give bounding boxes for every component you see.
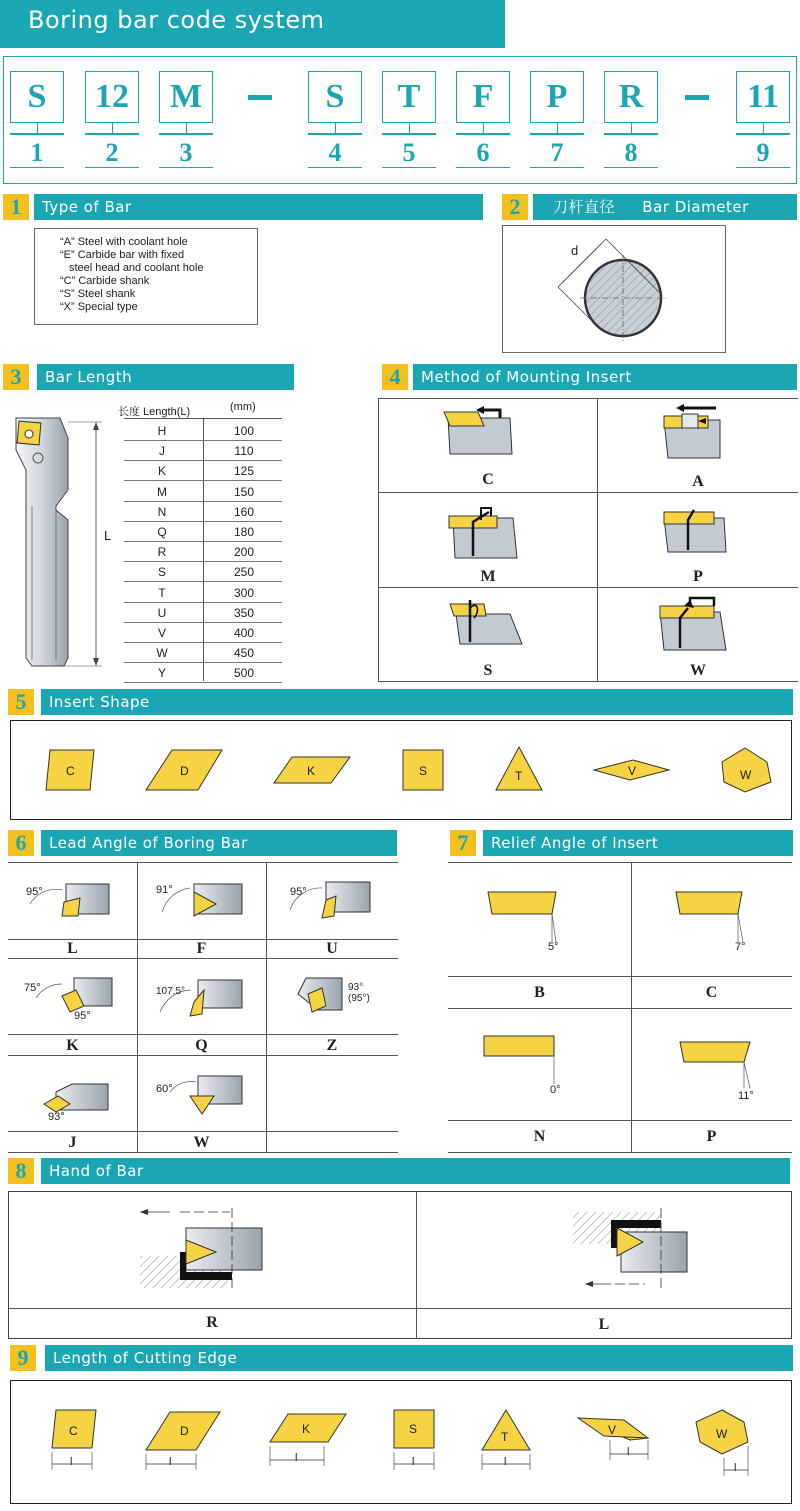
- cutting-edge-shape-label: C: [69, 1424, 78, 1438]
- code-letter-7: P: [530, 71, 584, 123]
- lead-angle-value: (95°): [348, 993, 370, 1004]
- code-rule: [530, 133, 584, 135]
- length-table-row: [124, 502, 282, 522]
- grid-line: [448, 1120, 792, 1121]
- grid-line: [448, 1152, 792, 1153]
- section-title: Hand of Bar: [41, 1158, 790, 1184]
- length-mm: 150: [233, 484, 255, 499]
- lead-angle-label: Q: [195, 1037, 208, 1054]
- code-rule: [308, 167, 362, 168]
- bar-type-item: “S” Steel shank: [60, 288, 136, 300]
- length-code: K: [157, 464, 166, 479]
- insert-shape-label: C: [66, 764, 75, 778]
- code-rule: [456, 167, 510, 168]
- code-stem: [763, 123, 764, 133]
- code-rule: [308, 133, 362, 135]
- length-table-row: [124, 603, 282, 623]
- length-table-row: [124, 583, 282, 603]
- code-position-6: 6: [476, 138, 490, 167]
- grid-line: [378, 398, 379, 682]
- length-table-row: [124, 663, 282, 683]
- length-mm: 250: [233, 565, 255, 580]
- code-position-4: 4: [328, 138, 342, 167]
- code-rule: [382, 133, 436, 135]
- cutting-edge-figures: [0, 1380, 800, 1504]
- mounting-a-figure: [660, 404, 740, 464]
- length-col-mm-header: (mm): [230, 401, 256, 413]
- relief-angle-value: 0°: [550, 1084, 561, 1096]
- lead-angle-label: J: [68, 1134, 77, 1151]
- code-rule: [85, 133, 139, 135]
- section-number: 2: [502, 194, 528, 220]
- insert-shape-label: K: [307, 764, 316, 778]
- code-position-9: 9: [756, 138, 770, 167]
- cutting-edge-dim-label: l: [295, 1452, 298, 1464]
- code-letter-4: S: [308, 71, 362, 123]
- relief-angle-label: N: [533, 1128, 546, 1145]
- length-code: U: [157, 605, 167, 620]
- section-title: Type of Bar: [34, 194, 483, 220]
- code-rule: [456, 133, 510, 135]
- code-stem: [37, 123, 38, 133]
- length-table-row: [124, 623, 282, 643]
- code-position-2: 2: [105, 138, 119, 167]
- code-rule: [530, 167, 584, 168]
- code-position-5: 5: [402, 138, 416, 167]
- length-code: W: [156, 646, 168, 661]
- hand-label: L: [598, 1316, 610, 1333]
- hand-label: R: [206, 1314, 218, 1331]
- length-code: Y: [157, 666, 166, 681]
- section-number: 7: [450, 830, 476, 856]
- length-mm: 500: [233, 666, 255, 681]
- length-code: Q: [157, 525, 167, 539]
- length-code: T: [158, 585, 166, 600]
- mounting-s-figure: [446, 598, 526, 658]
- length-col-header: 长度 Length(L): [118, 406, 191, 418]
- grid-line: [378, 681, 798, 682]
- cutting-edge-shape-label: D: [180, 1424, 189, 1438]
- bar-type-item: “C” Carbide shank: [60, 275, 150, 287]
- cutting-edge-dim-label: l: [70, 1456, 73, 1468]
- code-position-7: 7: [550, 138, 564, 167]
- code-dash-1: [248, 95, 272, 100]
- code-rule: [85, 167, 139, 168]
- bar-type-box: [34, 228, 258, 325]
- insert-shape-label: V: [628, 764, 637, 778]
- mounting-label: M: [480, 568, 496, 585]
- length-code: S: [157, 565, 166, 580]
- lead-angle-label: Z: [326, 1037, 338, 1054]
- mounting-p-figure: [660, 502, 740, 562]
- length-mm: 200: [233, 545, 255, 560]
- code-letter-8: R: [604, 71, 658, 123]
- grid-line: [597, 398, 598, 682]
- section-number: 4: [382, 364, 408, 390]
- length-mm: 300: [233, 585, 255, 600]
- length-mm: 160: [233, 504, 255, 519]
- section-title: Bar Length: [37, 364, 294, 390]
- code-stem: [186, 123, 187, 133]
- mounting-c-figure: [440, 404, 520, 464]
- relief-angle-label: B: [534, 984, 545, 1001]
- code-stem: [483, 123, 484, 133]
- code-stem: [112, 123, 113, 133]
- lead-angle-label: F: [196, 940, 207, 957]
- section-number: 1: [3, 194, 29, 220]
- insert-shapes: [0, 720, 800, 820]
- section-number: 6: [8, 830, 34, 856]
- mounting-label: S: [483, 662, 493, 679]
- grid-line: [8, 1152, 398, 1153]
- lead-angle-label: U: [326, 940, 338, 957]
- diameter-figure: [502, 225, 726, 353]
- cutting-edge-shape-label: W: [716, 1427, 728, 1441]
- section-number: 3: [3, 364, 29, 390]
- grid-line: [378, 587, 798, 588]
- code-stem: [631, 123, 632, 133]
- length-table-row: [124, 562, 282, 582]
- length-code: V: [157, 626, 166, 640]
- grid-line: [448, 862, 792, 863]
- section-number: 5: [8, 689, 34, 715]
- relief-angle-value: 7°: [735, 941, 746, 953]
- lead-angle-label: K: [66, 1037, 79, 1054]
- grid-line: [8, 1308, 792, 1309]
- length-code: N: [157, 504, 167, 519]
- section-number: 9: [10, 1345, 36, 1371]
- grid-line: [378, 398, 798, 399]
- code-letter-3: M: [159, 71, 213, 123]
- hand-right-figure: [130, 1200, 280, 1300]
- length-code: H: [157, 424, 167, 438]
- bar-type-item: “A” Steel with coolant hole: [60, 236, 188, 248]
- mounting-label: C: [482, 471, 494, 488]
- code-position-3: 3: [179, 138, 193, 167]
- cutting-edge-dim-label: l: [734, 1462, 737, 1474]
- grid-line: [378, 492, 798, 493]
- code-letter-2: 12: [85, 71, 139, 123]
- section-title: Relief Angle of Insert: [483, 830, 793, 856]
- mounting-m-figure: [445, 502, 525, 562]
- lead-angle-value: 60°: [156, 1083, 173, 1095]
- length-mm: 400: [233, 626, 255, 640]
- section-number: 8: [8, 1158, 34, 1184]
- cutting-edge-shape-label: S: [409, 1422, 418, 1436]
- boring-bar-drawing: [10, 410, 110, 672]
- lead-angle-label: W: [193, 1134, 210, 1151]
- lead-angle-value: 95°: [74, 1010, 91, 1022]
- code-letter-1: S: [10, 71, 64, 123]
- code-rule: [736, 167, 790, 168]
- hand-left-figure: [565, 1200, 715, 1300]
- code-stem: [335, 123, 336, 133]
- cutting-edge-dim-label: l: [412, 1456, 415, 1468]
- code-rule: [10, 133, 64, 135]
- code-letter-6: F: [456, 71, 510, 123]
- lead-angle-label: L: [67, 940, 78, 957]
- lead-angle-value: 93°: [48, 1111, 65, 1123]
- insert-shape-label: D: [180, 764, 189, 778]
- insert-shape-label: W: [740, 768, 752, 782]
- code-position-1: 1: [30, 138, 44, 167]
- lead-angle-value: 75°: [24, 982, 41, 994]
- code-rule: [159, 167, 213, 168]
- length-table-row: [124, 441, 282, 461]
- section-title: Lead Angle of Boring Bar: [41, 830, 397, 856]
- lead-angle-value: 91°: [156, 884, 173, 896]
- length-mm: 450: [233, 646, 255, 661]
- length-table-row: [124, 461, 282, 481]
- section-title: Length of Cutting Edge: [45, 1345, 793, 1371]
- relief-angle-value: 5°: [548, 941, 559, 953]
- cutting-edge-shape-label: K: [302, 1422, 311, 1436]
- length-table-row: [124, 522, 282, 542]
- cutting-edge-dim-label: l: [504, 1456, 507, 1468]
- section-title: [533, 194, 797, 220]
- cutting-edge-dim-label: l: [169, 1456, 172, 1468]
- code-stem: [409, 123, 410, 133]
- length-code: M: [157, 484, 167, 499]
- length-table-row: [124, 421, 282, 441]
- lead-angle-figures: [0, 860, 400, 1150]
- cutting-edge-dim-label: l: [627, 1446, 630, 1458]
- lead-angle-value: 93°: [348, 982, 364, 993]
- bar-type-item: steel head and coolant hole: [69, 262, 204, 274]
- lead-angle-value: 107.5°: [156, 986, 186, 997]
- mounting-label: W: [690, 662, 706, 679]
- length-table-row: [124, 643, 282, 663]
- length-mm: 110: [234, 444, 254, 459]
- code-rule: [10, 167, 64, 168]
- relief-angle-label: P: [706, 1128, 717, 1145]
- length-mm: 100: [233, 424, 255, 438]
- relief-angle-label: C: [705, 984, 718, 1001]
- section-title-en: Bar Diameter: [642, 198, 749, 216]
- code-rule: [382, 167, 436, 168]
- section-title: Method of Mounting Insert: [413, 364, 797, 390]
- relief-angle-value: 11°: [738, 1090, 754, 1102]
- length-mm: 350: [233, 605, 255, 620]
- length-dim-label: L: [104, 528, 112, 543]
- cutting-edge-shape-label: T: [501, 1430, 509, 1444]
- code-position-8: 8: [624, 138, 638, 167]
- cutting-edge-shape-label: V: [608, 1423, 617, 1437]
- code-rule: [736, 133, 790, 135]
- code-stem: [557, 123, 558, 133]
- section-title: Insert Shape: [41, 689, 793, 715]
- lead-angle-value: 95°: [290, 886, 307, 898]
- length-table-row: [124, 542, 282, 562]
- lead-angle-value: 95°: [26, 886, 43, 898]
- page-title: Boring bar code system: [28, 6, 325, 34]
- code-dash-2: [685, 95, 709, 100]
- code-rule: [604, 133, 658, 135]
- length-mm: 180: [233, 525, 255, 539]
- code-letter-5: T: [382, 71, 436, 123]
- length-mm: 125: [233, 464, 255, 479]
- insert-shape-label: T: [515, 769, 523, 783]
- length-code: R: [157, 545, 167, 560]
- bar-type-item: “X” Special type: [60, 301, 138, 313]
- insert-shape-label: S: [419, 764, 428, 778]
- diameter-label: d: [571, 243, 579, 258]
- section-title-cn: 刀杆直径: [553, 198, 616, 216]
- mounting-w-figure: [656, 594, 736, 654]
- bar-type-item: “E” Carbide bar with fixed: [60, 249, 185, 261]
- length-table-row: [124, 482, 282, 502]
- code-rule: [159, 133, 213, 135]
- code-letter-9: 11: [736, 71, 790, 123]
- code-rule: [604, 167, 658, 168]
- mounting-label: P: [693, 568, 703, 585]
- length-code: J: [159, 444, 165, 459]
- mounting-label: A: [692, 473, 704, 490]
